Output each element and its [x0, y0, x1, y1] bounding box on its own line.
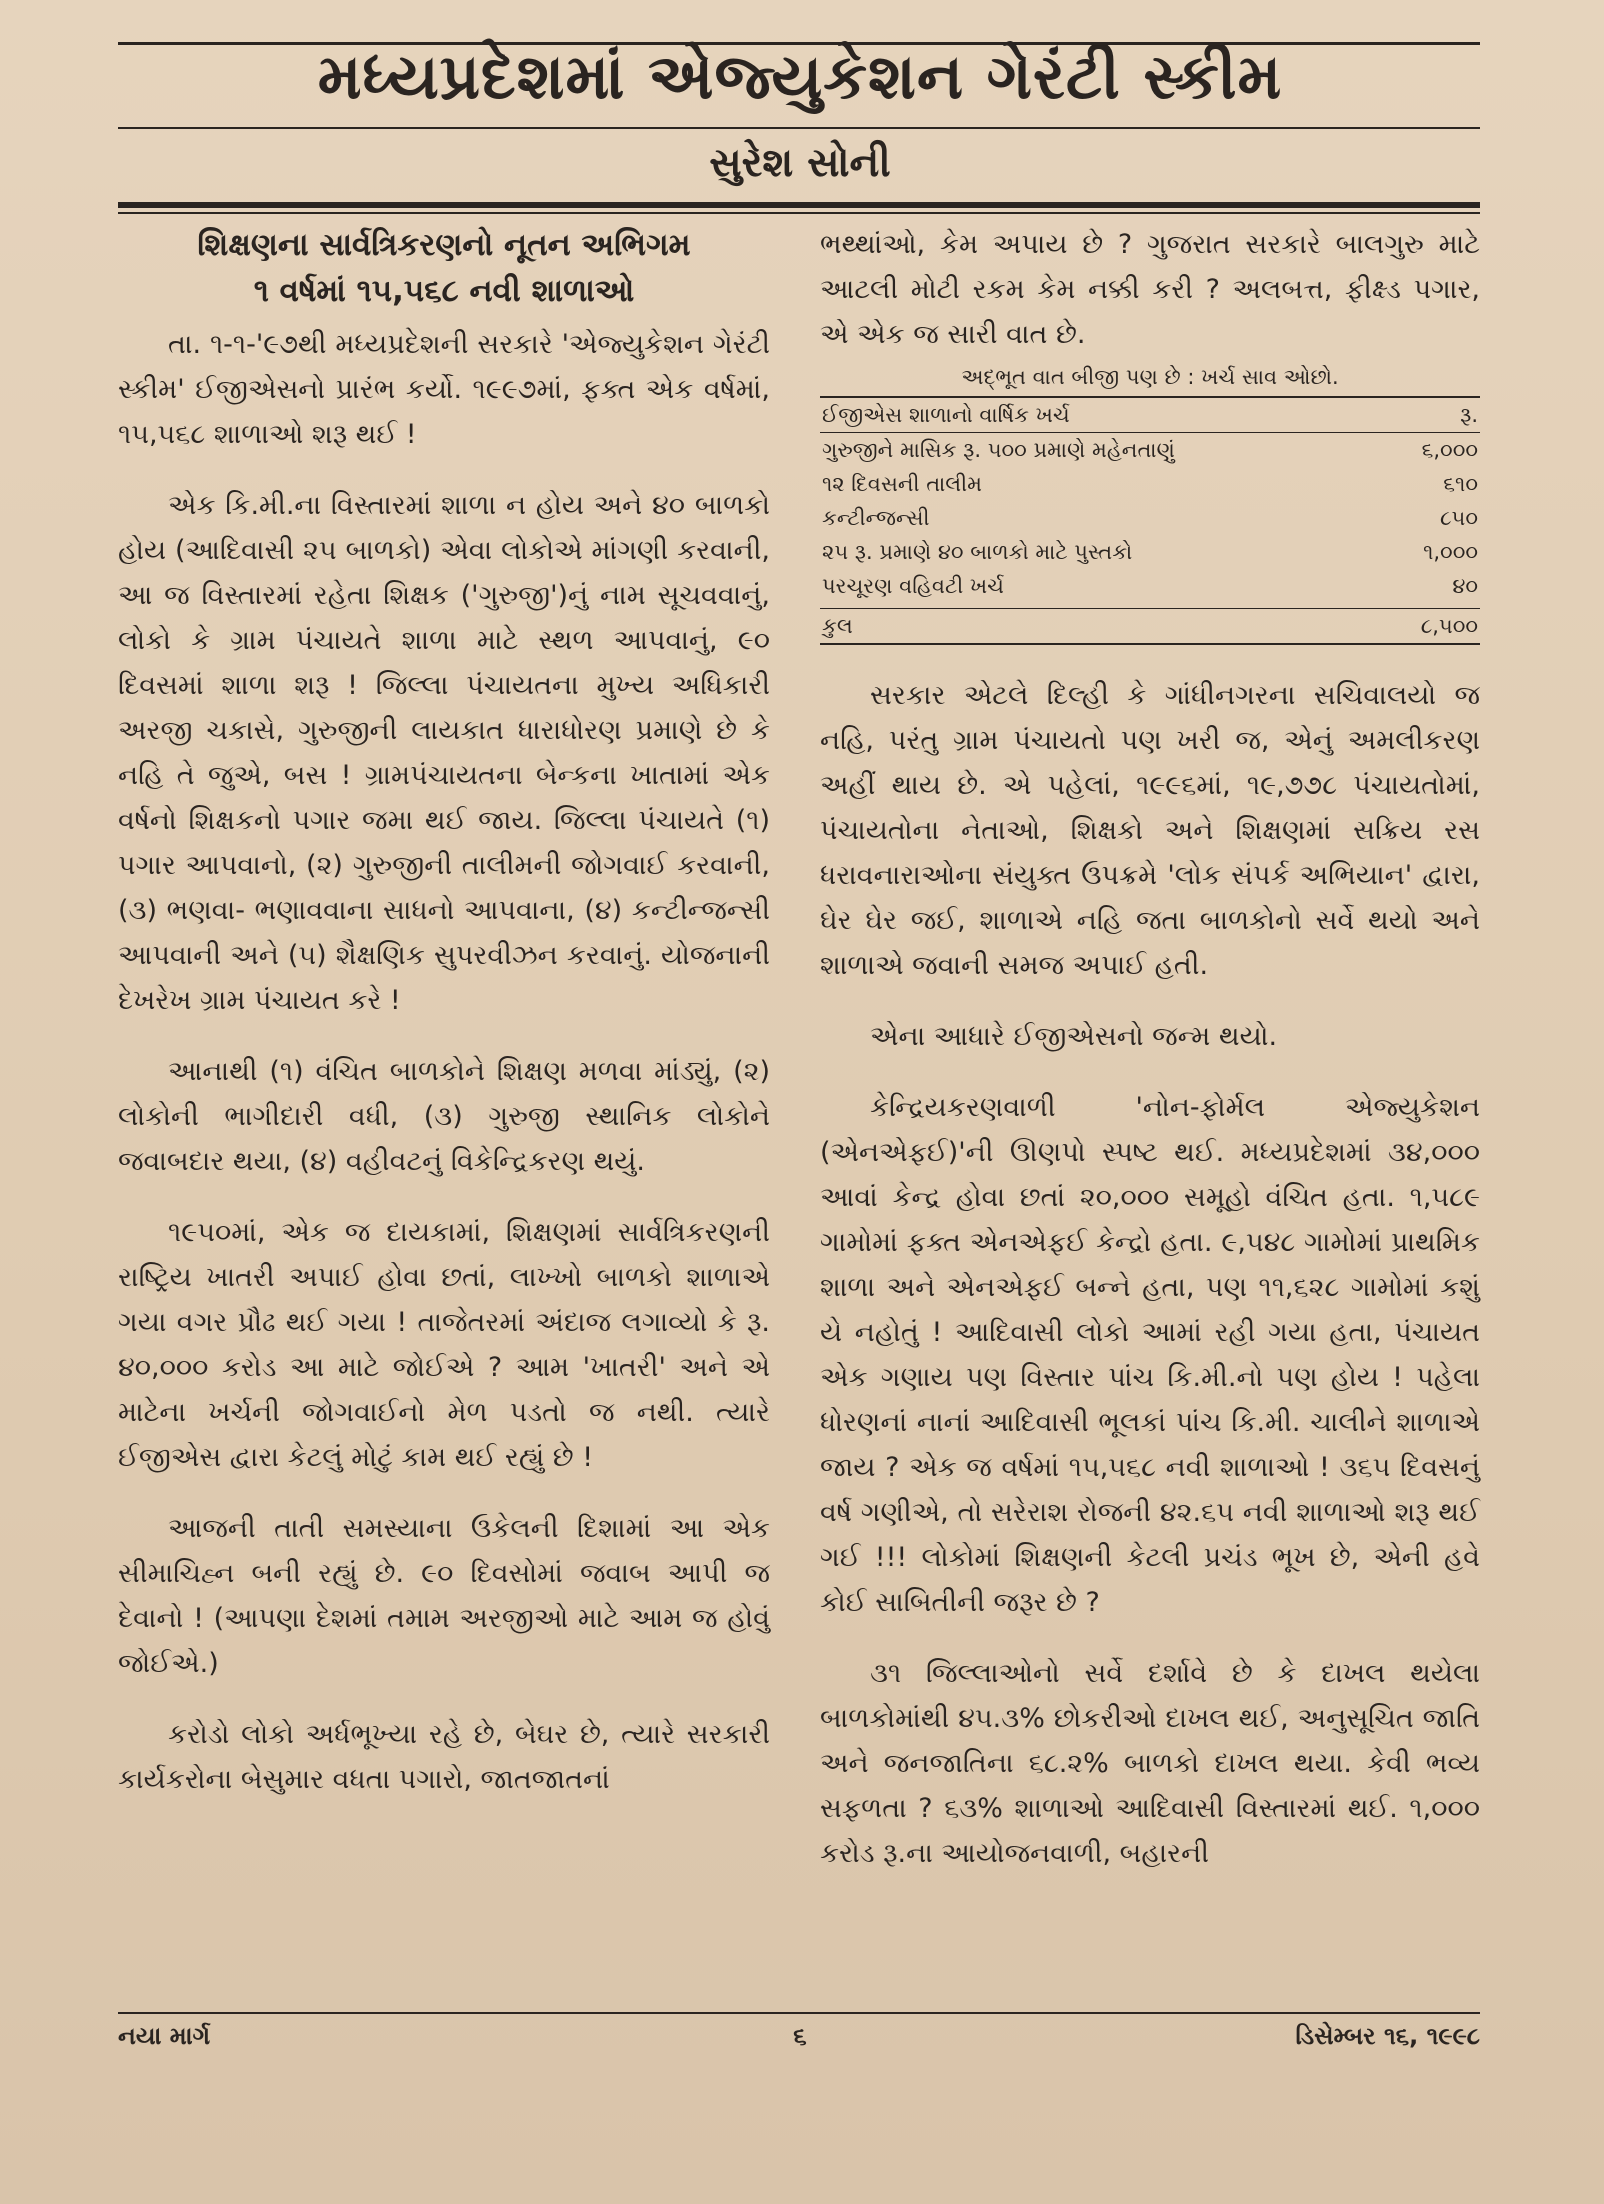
cost-item-label: ૧૨ દિવસની તાલીમ: [822, 472, 982, 496]
cost-item-label: ગુરુજીને માસિક રૂ. ૫૦૦ પ્રમાણે મહેનતાણું: [822, 438, 1175, 462]
cost-table-header-label: ઈજીએસ શાળાનો વાર્ષિક ખર્ચ: [820, 397, 1336, 433]
author-rule-thick: [118, 202, 1480, 208]
cost-item-value: ૬,૦૦૦: [1421, 438, 1478, 462]
cost-table-header: [820, 397, 1480, 433]
cost-item-value: ૧,૦૦૦: [1423, 540, 1478, 564]
paragraph: આનાથી (૧) વંચિત બાળકોને શિક્ષણ મળવા માંડ્યું, (૨) લોકોની ભાગીદારી વધી, (૩) ગુરુજી સ્થાનિક લોકોને જવાબદાર થયા, (૪) વહીવટનું વિકેન્દ્રિકરણ થયું.: [118, 1056, 770, 1177]
footer-rule: [118, 2012, 1480, 2014]
cost-table-caption: અદ્ભૂત વાત બીજી પણ છે : ખર્ચ સાવ ઓછો.: [961, 365, 1339, 389]
paragraph: આજની તાતી સમસ્યાના ઉકેલની દિશામાં આ એક સીમાચિહ્ન બની રહ્યું છે. ૯૦ દિવસોમાં જવાબ આપી જ દેવાનો ! (આપણા દેશમાં તમામ અરજીઓ માટે આમ જ હોવું જોઈએ.): [118, 1513, 770, 1679]
author-rule-thin: [118, 212, 1480, 214]
subheading-1: શિક્ષણના સાર્વત્રિકરણનો નૂતન અભિગમ: [197, 227, 691, 263]
cost-item-value: ૪૦: [1452, 574, 1478, 598]
footer-page-number: ૬: [793, 2022, 807, 2050]
article-title: મધ્યપ્રદેશમાં એજ્યુકેશન ગેરંટી સ્કીમ: [317, 40, 1283, 113]
footer-publication: નયા માર્ગ: [118, 2022, 211, 2050]
cost-item-value: ૬૧૦: [1443, 472, 1478, 496]
cost-item-label: કન્ટીન્જન્સી: [822, 506, 930, 530]
cost-item-value: ૮૫૦: [1440, 506, 1478, 530]
cost-item-label: ૨૫ રૂ. પ્રમાણે ૪૦ બાળકો માટે પુસ્તકો: [822, 540, 1133, 564]
table-row: [820, 569, 1480, 609]
footer-date: ડિસેમ્બર ૧૬, ૧૯૯૮: [1295, 2022, 1480, 2050]
article-author: સુરેશ સોની: [709, 140, 891, 186]
subheading-2: ૧ વર્ષમાં ૧૫,૫૬૮ નવી શાળાઓ: [253, 273, 635, 309]
right-column: [820, 222, 1480, 1902]
paragraph: ૩૧ જિલ્લાઓનો સર્વે દર્શાવે છે કે દાખલ થયેલા બાળકોમાંથી ૪૫.૩% છોકરીઓ દાખલ થઈ, અનુસૂચિત જાતિ અને જનજાતિના ૬૮.૨% બાળકો દાખલ થયા. કેવી ભવ્ય સફળતા ? ૬૩% શાળાઓ આદિવાસી વિસ્તારમાં થઈ. ૧,૦૦૦ કરોડ રૂ.ના આયોજનવાળી, બહારની: [820, 1658, 1480, 1869]
cost-table-header-unit: રૂ.: [1336, 397, 1480, 433]
cost-item-label: પરચૂરણ વહિવટી ખર્ચ: [822, 574, 1004, 598]
paragraph: એક કિ.મી.ના વિસ્તારમાં શાળા ન હોય અને ૪૦ બાળકો હોય (આદિવાસી ૨૫ બાળકો) એવા લોકોએ માંગણી કરવાની, આ જ વિસ્તારમાં રહેતા શિક્ષક ('ગુરુજી')નું નામ સૂચવવાનું, લોકો કે ગ્રામ પંચાયતે શાળા માટે સ્થળ આપવાનું, ૯૦ દિવસમાં શાળા શરૂ ! જિલ્લા પંચાયતના મુખ્ય અધિકારી અરજી ચકાસે, ગુરુજીની લાયકાત ધારાધોરણ પ્રમાણે છે કે નહિ તે જુએ, બસ ! ગ્રામપંચાયતના બેન્કના ખાતામાં એક વર્ષનો શિક્ષકનો પગાર જમા થઈ જાય. જિલ્લા પંચાયતે (૧) પગાર આપવાનો, (૨) ગુરુજીની તાલીમની જોગવાઈ કરવાની, (૩) ભણવા- ભણાવવાના સાધનો આપવાના, (૪) કન્ટીન્જન્સી આપવાની અને (૫) શૈક્ષણિક સુપરવીઝન કરવાનું. યોજનાની દેખરેખ ગ્રામ પંચાયત કરે !: [118, 490, 770, 1016]
cost-total-value: ૮,૫૦૦: [1336, 609, 1480, 645]
table-row: [820, 467, 1480, 501]
paragraph: ભથ્થાંઓ, કેમ અપાય છે ? ગુજરાત સરકારે બાલગુરુ માટે આટલી મોટી રકમ કેમ નક્કી કરી ? અલબત્ત, ફીક્ષ્ડ પગાર, એ એક જ સારી વાત છે.: [820, 229, 1480, 350]
left-column: [118, 222, 770, 1828]
paragraph: સરકાર એટલે દિલ્હી કે ગાંધીનગરના સચિવાલયો જ નહિ, પરંતુ ગ્રામ પંચાયતો પણ ખરી જ, એનું અમલીકરણ અહીં થાય છે. એ પહેલાં, ૧૯૯૬માં, ૧૯,૭૭૮ પંચાયતોમાં, પંચાયતોના નેતાઓ, શિક્ષકો અને શિક્ષણમાં સક્રિય રસ ધરાવનારાઓના સંયુક્ત ઉપક્રમે 'લોક સંપર્ક અભિયાન' દ્વારા, ઘેર ઘેર જઈ, શાળાએ નહિ જતા બાળકોનો સર્વે થયો અને શાળાએ જવાની સમજ અપાઈ હતી.: [820, 680, 1480, 981]
table-row: [820, 501, 1480, 535]
paragraph: કેન્દ્રિયકરણવાળી 'નોન-ફોર્મલ એજ્યુકેશન (એનએફઈ)'ની ઊણપો સ્પષ્ટ થઈ. મધ્યપ્રદેશમાં ૩૪,૦૦૦ આવાં કેન્દ્ર હોવા છતાં ૨૦,૦૦૦ સમૂહો વંચિત હતા. ૧,૫૮૯ ગામોમાં ફક્ત એનએફઈ કેન્દ્રો હતા. ૯,૫૪૮ ગામોમાં પ્રાથમિક શાળા અને એનએફઈ બન્ને હતા, પણ ૧૧,૬૨૮ ગામોમાં કશું યે નહોતું ! આદિવાસી લોકો આમાં રહી ગયા હતા, પંચાયત એક ગણાય પણ વિસ્તાર પાંચ કિ.મી.નો પણ હોય ! પહેલા ધોરણનાં નાનાં આદિવાસી ભૂલકાં પાંચ કિ.મી. ચાલીને શાળાએ જાય ? એક જ વર્ષમાં ૧૫,૫૬૮ નવી શાળાઓ ! ૩૬૫ દિવસનું વર્ષ ગણીએ, તો સરેરાશ રોજની ૪૨.૬૫ નવી શાળાઓ શરૂ થઈ ગઈ !!! લોકોમાં શિક્ષણની કેટલી પ્રચંડ ભૂખ છે, એની હવે કોઈ સાબિતીની જરૂર છે ?: [820, 1092, 1480, 1618]
paragraph: કરોડો લોકો અર્ધભૂખ્યા રહે છે, બેઘર છે, ત્યારે સરકારી કાર્યકરોના બેસુમાર વધતા પગારો, જાતજાતનાં: [118, 1719, 770, 1795]
table-row: [820, 535, 1480, 569]
paragraph: એના આધારે ઈજીએસનો જન્મ થયો.: [870, 1021, 1278, 1052]
cost-table-total: [820, 609, 1480, 645]
cost-table: [820, 396, 1480, 645]
paragraph: તા. ૧-૧-'૯૭થી મધ્યપ્રદેશની સરકારે 'એજ્યુકેશન ગેરંટી સ્કીમ' ઈજીએસનો પ્રારંભ કર્યો. ૧૯૯૭માં, ફક્ત એક વર્ષમાં, ૧૫,૫૬૮ શાળાઓ શરૂ થઈ !: [118, 329, 770, 450]
cost-total-label: કુલ: [820, 609, 1336, 645]
table-row: [820, 433, 1480, 468]
title-rule: [118, 127, 1480, 129]
paragraph: ૧૯૫૦માં, એક જ દાયકામાં, શિક્ષણમાં સાર્વત્રિકરણની રાષ્ટ્રિય ખાતરી અપાઈ હોવા છતાં, લાખ્ખો બાળકો શાળાએ ગયા વગર પ્રૌઢ થઈ ગયા ! તાજેતરમાં અંદાજ લગાવ્યો કે રૂ. ૪૦,૦૦૦ કરોડ આ માટે જોઈએ ? આમ 'ખાતરી' અને એ માટેના ખર્ચની જોગવાઈનો મેળ પડતો જ નથી. ત્યારે ઈજીએસ દ્વારા કેટલું મોટું કામ થઈ રહ્યું છે !: [118, 1217, 770, 1473]
